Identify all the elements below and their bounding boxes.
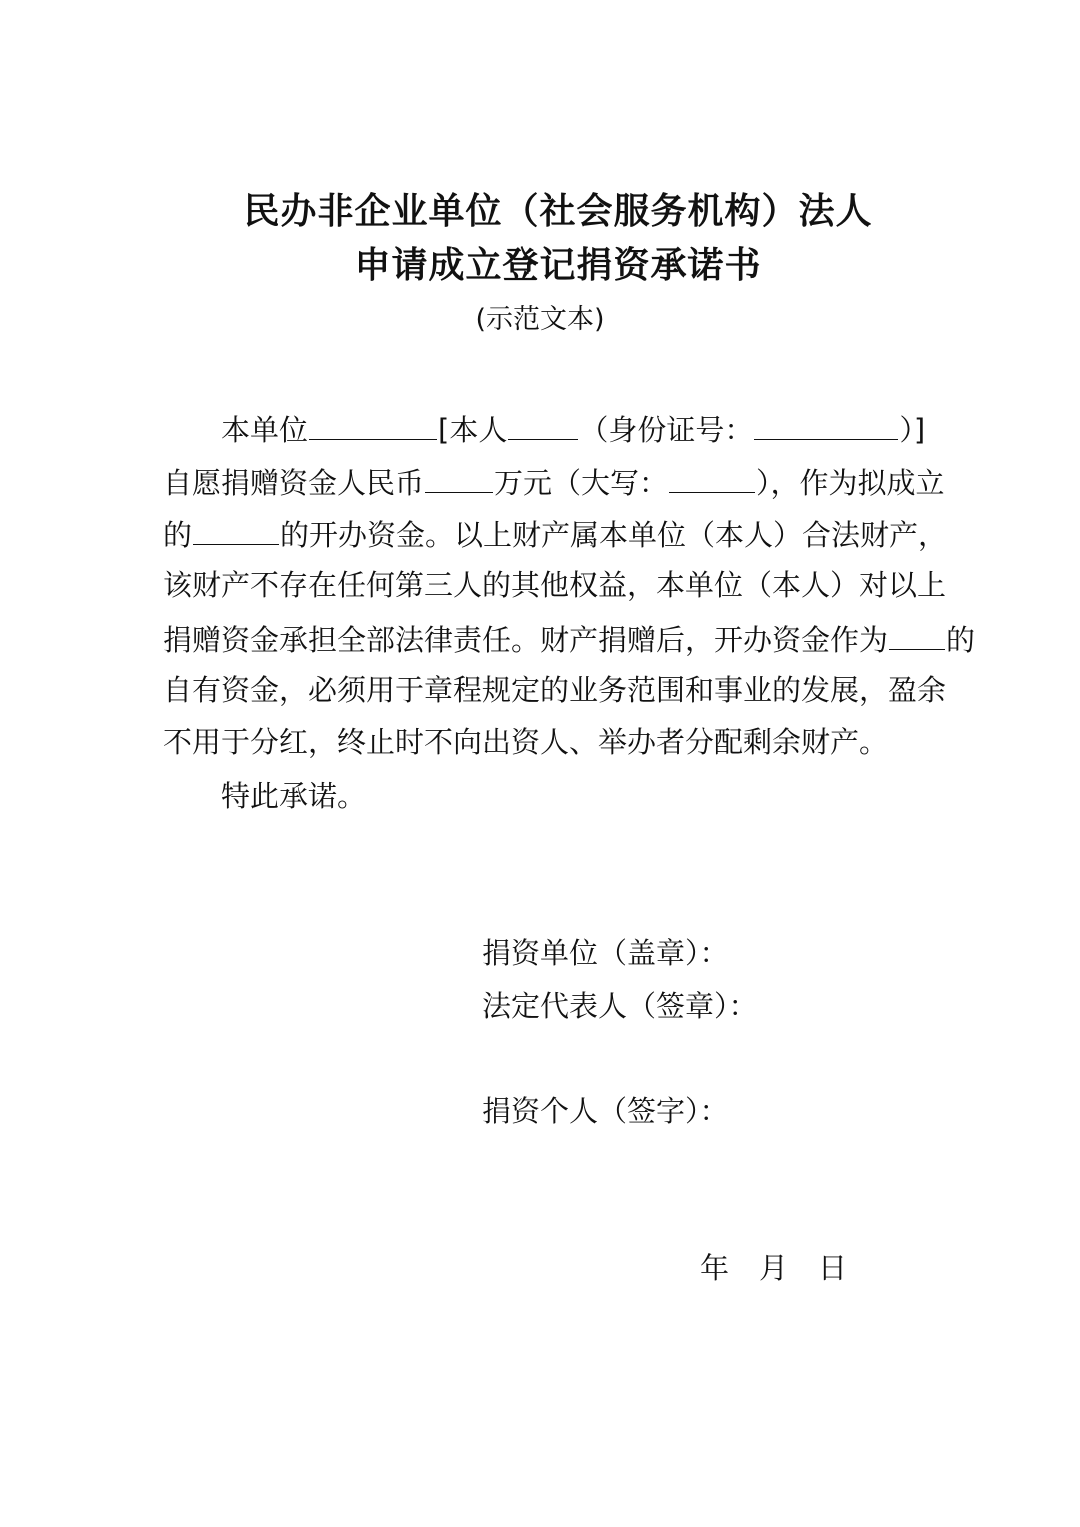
body-text: 万元（大写： (494, 466, 669, 500)
body-text: 捐赠资金承担全部法律责任。财产捐赠后，开办资金作为 (163, 623, 889, 657)
body-text: 本单位 (221, 413, 309, 447)
body-text: 的 (163, 518, 193, 552)
document-title-line-1: 民办非企业单位（社会服务机构）法人 (243, 190, 873, 232)
organization-name-blank (193, 510, 279, 545)
date-year: 年 (700, 1251, 730, 1285)
body-line-6: 自有资金，必须用于章程规定的业务范围和事业的发展，盈余 (163, 673, 947, 707)
unit-name-blank (309, 405, 437, 440)
body-text: 的开办资金。以上财产属本单位（本人）合法财产， (280, 518, 948, 552)
date-month: 月 (759, 1251, 789, 1285)
amount-in-words-blank (669, 458, 755, 493)
date-day: 日 (818, 1251, 848, 1285)
body-text: 自愿捐赠资金人民币 (163, 466, 425, 500)
date-line (700, 1246, 847, 1290)
legal-representative-signature-label: 法定代表人（签章）： (482, 989, 758, 1023)
body-line-3 (163, 510, 947, 554)
donor-individual-signature-label: 捐资个人（签字）： (482, 1094, 729, 1128)
body-text: [本人 (438, 413, 508, 447)
amount-blank (425, 458, 493, 493)
body-line-1 (221, 405, 925, 449)
document-subtitle: (示范文本) (475, 304, 605, 335)
document-title-line-2: 申请成立登记捐资承诺书 (354, 244, 762, 286)
body-text: ）] (899, 413, 926, 447)
body-text: 的 (946, 623, 976, 657)
organization-blank (889, 615, 945, 650)
body-line-5 (163, 615, 975, 659)
donor-unit-seal-label: 捐资单位（盖章）： (482, 936, 729, 970)
body-line-7: 不用于分红，终止时不向出资人、举办者分配剩余财产。 (163, 725, 889, 759)
id-number-blank (754, 405, 898, 440)
body-text: （身份证号： (579, 413, 754, 447)
body-line-4: 该财产不存在任何第三人的其他权益，本单位（本人）对以上 (163, 568, 947, 602)
body-line-2 (163, 458, 945, 502)
closing-statement: 特此承诺。 (221, 779, 367, 813)
body-text: ），作为拟成立 (756, 466, 945, 500)
individual-name-blank (508, 405, 578, 440)
